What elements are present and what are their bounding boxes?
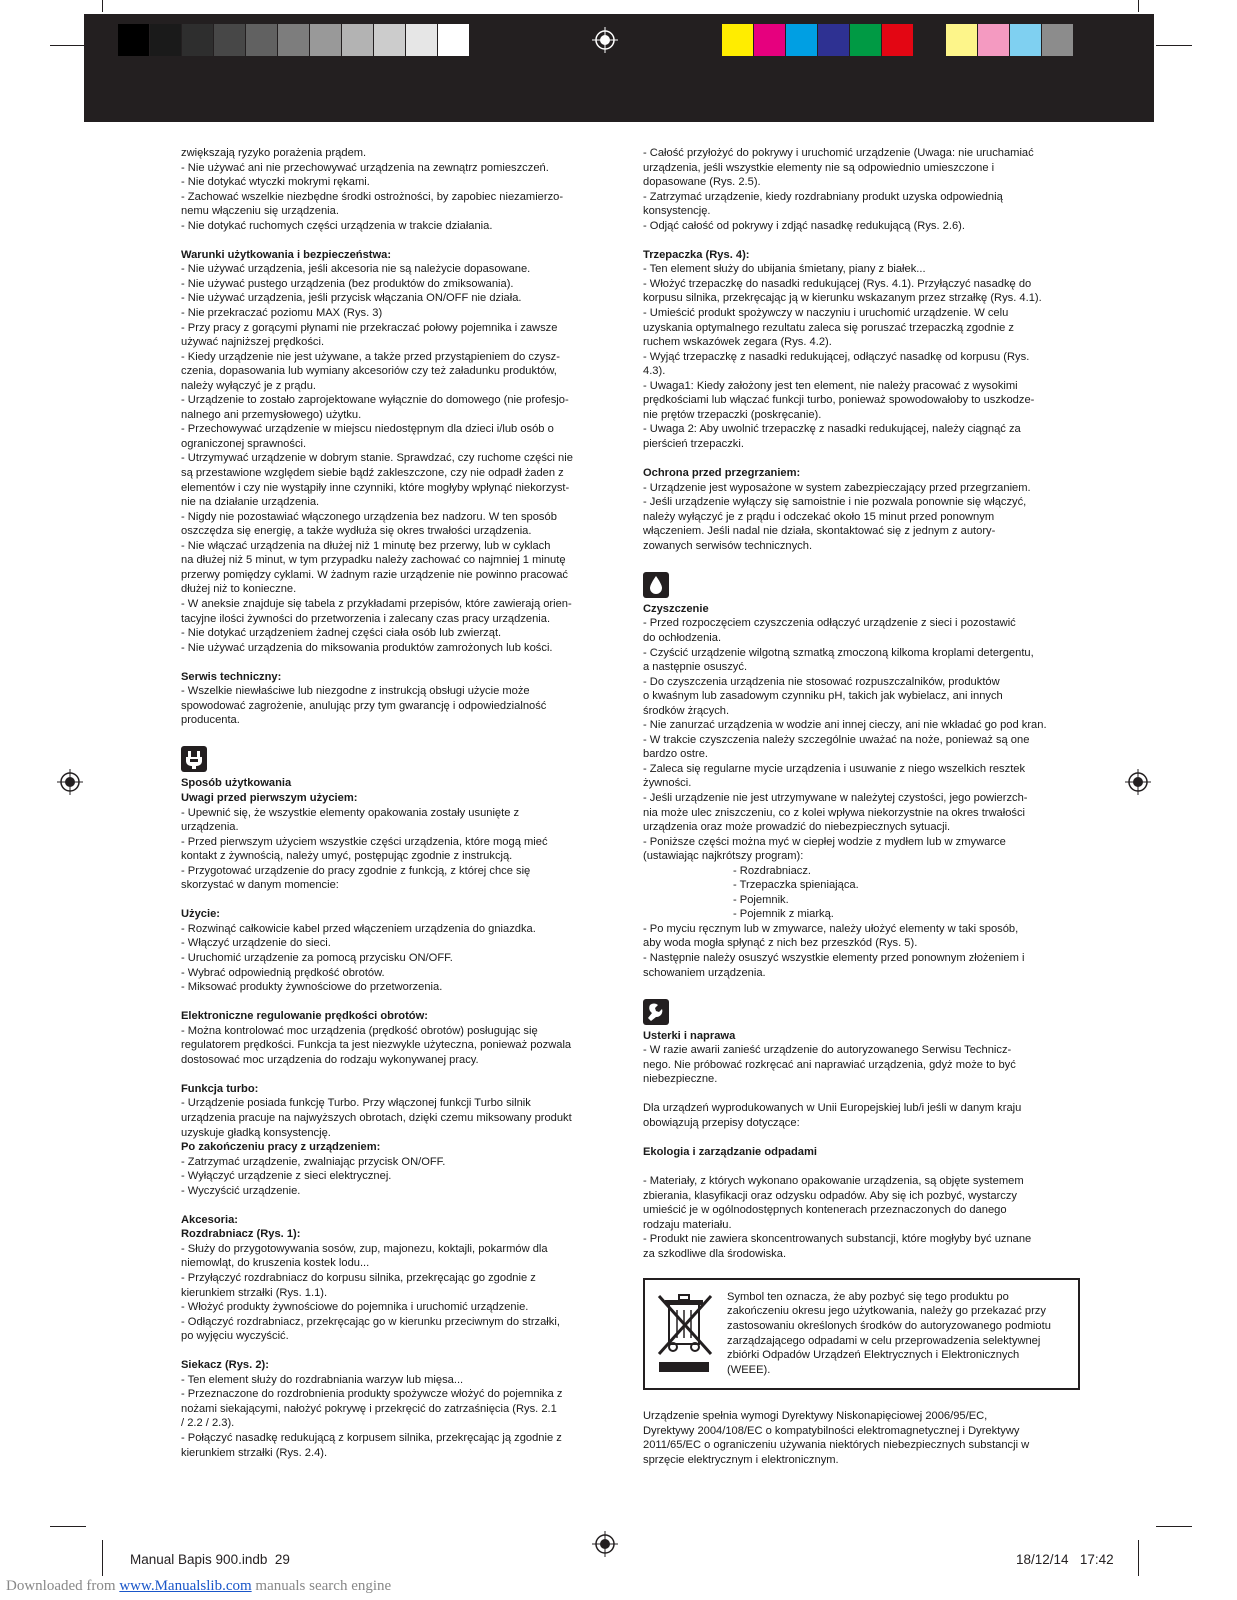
text-line: - Do czyszczenia urządzenia nie stosować rozpuszczalników, produktów <box>643 675 1000 688</box>
text-line: niemowląt, do kruszenia kostek lodu... <box>181 1257 370 1270</box>
left-column <box>181 146 618 1460</box>
text-line: - Odjąć całość od pokrywy i zdjąć nasadkę redukującą (Rys. 2.6). <box>643 219 965 232</box>
text-line: Dla urządzeń wyprodukowanych w Unii Europejskiej lub/i jeśli w danym kraju <box>643 1102 1022 1115</box>
text-line: uzyskania optymalnego rezultatu zaleca się poruszać trzepaczką zgodnie z <box>643 321 1014 334</box>
spacer <box>181 1198 618 1213</box>
text-line: schowaniem urządzenia. <box>643 966 766 979</box>
color-swatch <box>786 24 818 56</box>
text-line: nie na działanie urządzenia. <box>181 496 320 509</box>
text-line: - Pojemnik. <box>733 893 789 906</box>
text-line: - Włożyć trzepaczkę do nasadki redukującej (Rys. 4.1). Przyłączyć nasadkę do <box>643 277 1032 290</box>
crop-mark <box>1138 0 1139 12</box>
text-line: używać najniższej prędkości. <box>181 336 325 349</box>
text-line: - W aneksie znajduje się tabela z przykładami przepisów, które zawierają orien- <box>181 597 572 610</box>
text-line: - Nie dotykać urządzeniem żadnej części ciała osób lub zwierząt. <box>181 627 502 640</box>
text-line: - Miksować produkty żywnościowe do przetworzenia. <box>181 981 443 994</box>
section-heading: Uwagi przed pierwszym użyciem: <box>181 791 358 804</box>
text-line: - Trzepaczka spieniająca. <box>733 879 859 892</box>
text-line: - Wyjąć trzepaczkę z nasadki redukującej, odłączyć nasadkę od korpusu (Rys. <box>643 350 1030 363</box>
section-heading: Użycie: <box>181 908 221 921</box>
crop-mark <box>1156 1526 1192 1527</box>
text-line: - Urządzenie to zostało zaprojektowane wyłącznie do domowego (nie profesjo- <box>181 394 569 407</box>
color-swatch <box>882 24 914 56</box>
text-line: zbierania, klasyfikacji oraz odzysku odpadów. Aby się ich pozbyć, wystarczy <box>643 1189 1017 1202</box>
text-line: - Umieścić produkt spożywczy w naczyniu i uruchomić urządzenie. W celu <box>643 307 1009 320</box>
text-line: urządzenia pracuje na najwyższych obrotach, dzięki czemu miksowany produkt <box>181 1112 572 1124</box>
spacer <box>643 1130 1080 1145</box>
footer-file-info <box>130 1552 290 1567</box>
weee-line: Symbol ten oznacza, że aby pozbyć się tego produktu po <box>727 1290 1009 1303</box>
text-line: korpusu silnika, przekręcając ją w kierunku wskazanym przez strzałkę (Rys. 4.1). <box>643 292 1042 305</box>
text-line: umieścić je w ogólnodostępnych kontenerach przeznaczonych do danego <box>643 1204 1007 1217</box>
text-line: żywności. <box>643 777 692 790</box>
text-line: a następnie osuszyć. <box>643 661 748 674</box>
text-line: - Czyścić urządzenie wilgotną szmatką zmoczoną kilkoma kroplami detergentu, <box>643 646 1034 659</box>
color-swatch <box>722 24 754 56</box>
text-line: - Urządzenie jest wyposażone w system zabezpieczający przed przegrzaniem. <box>643 481 1031 494</box>
footer-time: 17:42 <box>1079 1552 1114 1567</box>
spacer <box>643 980 1080 995</box>
text-line: (ustawiając najkrótszy program): <box>643 850 804 863</box>
text-line: włączeniem. Jeśli nadal nie działa, skontaktować się z jednym z autory- <box>643 525 996 538</box>
text-line: nego. Nie próbować rozkręcać ani naprawiać urządzenia, gdyż może to być <box>643 1058 1016 1071</box>
text-line: na dłużej niż 5 minut, w tym przypadku należy zachować co najmniej 1 minutę <box>181 554 566 567</box>
text-line: - Zaleca się regularne mycie urządzenia i usuwanie z niego wszelkich resztek <box>643 762 1026 775</box>
section-heading: Elektroniczne regulowanie prędkości obrotów: <box>181 1010 428 1023</box>
text-line: po wyjęciu wyczyścić. <box>181 1330 289 1343</box>
text-line: przerwy pomiędzy cyklami. W żadnym razie urządzenie nie powinno pracować <box>181 568 568 581</box>
download-notice <box>6 1578 391 1595</box>
text-line: - Przeznaczone do rozdrobnienia produkty spożywcze włożyć do pojemnika z <box>181 1388 563 1401</box>
text-line: obowiązują przepisy dotyczące: <box>643 1116 800 1129</box>
text-line: - Przed rozpoczęciem czyszczenia odłączyć urządzenie z sieci i pozostawić <box>643 617 1016 630</box>
text-line: - Całość przyłożyć do pokrywy i uruchomić urządzenie (Uwaga: nie uruchamiać <box>643 147 1034 159</box>
color-swatch <box>914 24 946 56</box>
crop-mark <box>1156 45 1192 46</box>
text-line: - Nie używać urządzenia, jeśli przycisk włączania ON/OFF nie działa. <box>181 292 522 305</box>
color-swatch <box>1010 24 1042 56</box>
text-line: - Służy do przygotowywania sosów, zup, majonezu, koktajli, pokarmów dla <box>181 1242 548 1255</box>
section-heading: Sposób użytkowania <box>181 777 292 790</box>
color-swatch <box>818 24 850 56</box>
crop-mark <box>1138 1540 1139 1576</box>
text-line: - Nie dotykać wtyczki mokrymi rękami. <box>181 176 370 189</box>
text-line: - Ten element służy do ubijania śmietany, piany z białek... <box>643 263 926 276</box>
wrench-icon <box>643 999 669 1025</box>
text-line: - Rozwinąć całkowicie kabel przed włączeniem urządzenia do gniazdka. <box>181 922 536 935</box>
weee-line: zastosowaniu określonych środków do autoryzowanego podmiotu <box>727 1320 1051 1333</box>
spacer <box>643 553 1080 568</box>
text-line: ruchem wskazówek zegara (Rys. 4.2). <box>643 336 832 349</box>
text-line: - Nie dotykać ruchomych części urządzenia w trakcie działania. <box>181 219 493 232</box>
text-line: 4.3). <box>643 365 666 378</box>
text-line: nalnego ani przemysłowego) użytku. <box>181 408 362 421</box>
text-line: - Wyłączyć urządzenie z sieci elektrycznej. <box>181 1170 392 1183</box>
spacer <box>181 728 618 743</box>
gray-swatch <box>278 24 310 56</box>
gray-swatch <box>182 24 214 56</box>
spacer <box>181 233 618 248</box>
text-line: - Pojemnik z miarką. <box>733 908 834 921</box>
text-line: - Nie używać urządzenia, jeśli akcesoria nie są należycie dopasowane. <box>181 263 531 276</box>
text-line: niebezpieczne. <box>643 1073 718 1086</box>
text-line: Urządzenie spełnia wymogi Dyrektywy Niskonapięciowej 2006/95/EC, <box>643 1410 988 1423</box>
text-line: regulatorem prędkości. Funkcja ta jest niezwykle użyteczna, ponieważ pozwala <box>181 1039 572 1052</box>
text-line: - Zatrzymać urządzenie, zwalniając przycisk ON/OFF. <box>181 1155 446 1168</box>
text-line: - Nie włączać urządzenia na dłużej niż 1 minutę bez przerwy, lub w cyklach <box>181 539 551 552</box>
weee-text <box>727 1290 1051 1379</box>
text-line: konsystencję. <box>643 205 711 218</box>
text-line: - Kiedy urządzenie nie jest używane, a także przed przystąpieniem do czysz- <box>181 350 560 363</box>
text-line: - Zachować wszelkie niezbędne środki ostrożności, by zapobiec niezamierzo- <box>181 190 564 203</box>
text-line: - Przygotować urządzenie do pracy zgodnie z funkcją, z której chce się <box>181 864 531 877</box>
section-heading: Czyszczenie <box>643 602 709 615</box>
footer-page-number: 29 <box>274 1552 290 1567</box>
text-line: czenia, dopasowania lub wymiany akcesoriów czy też załadunku produktów, <box>181 365 557 378</box>
gray-swatch <box>438 24 470 56</box>
text-line: - Utrzymywać urządzenie w dobrym stanie. Sprawdzać, czy ruchome części nie <box>181 452 573 465</box>
spacer <box>181 655 618 670</box>
text-line: - Jeśli urządzenie nie jest utrzymywane w należytej czystości, jego powierzch- <box>643 791 1028 804</box>
text-line: - Upewnić się, że wszystkie elementy opakowania zostały usunięte z <box>181 806 520 819</box>
section-heading: Funkcja turbo: <box>181 1082 259 1095</box>
text-line: oszczędza się energię, a także wydłuża się okres trwałości urządzenia. <box>181 525 532 538</box>
spacer <box>643 1160 1080 1175</box>
text-line: producenta. <box>181 714 240 727</box>
section-heading: Serwis techniczny: <box>181 670 282 683</box>
spacer <box>181 893 618 908</box>
text-line: - Nigdy nie pozostawiać włączonego urządzenia bez nadzoru. W ten sposób <box>181 510 557 523</box>
text-line: ograniczonej sprawności. <box>181 437 307 450</box>
text-line: - Uwaga1: Kiedy założony jest ten element, nie należy pracować z wysokimi <box>643 379 1018 392</box>
text-line: - Odłączyć rozdrabniacz, przekręcając go w kierunku przeciwnym do strzałki, <box>181 1315 560 1328</box>
registration-mark-icon <box>592 1531 618 1557</box>
spacer <box>643 1261 1080 1276</box>
text-line: spowodować zagrożenie, anulując przy tym gwarancję i odpowiedzialność <box>181 699 547 712</box>
color-swatch <box>978 24 1010 56</box>
text-line: - Poniższe części można myć w ciepłej wodzie z mydłem lub w zmywarce <box>643 835 1006 848</box>
text-line: - Można kontrolować moc urządzenia (prędkość obrotów) posługując się <box>181 1024 538 1037</box>
color-swatch <box>850 24 882 56</box>
text-line: - Ten element służy do rozdrabniania warzyw lub mięsa... <box>181 1373 464 1386</box>
gray-swatch <box>310 24 342 56</box>
text-line: zwiększają ryzyko porażenia prądem. <box>181 147 367 159</box>
right-column <box>643 146 1080 1467</box>
weee-line: (WEEE). <box>727 1363 771 1376</box>
weee-notice-box <box>643 1278 1080 1391</box>
text-line: - Przy pracy z gorącymi płynami nie przekraczać połowy pojemnika i zawsze <box>181 321 558 334</box>
section-heading: Ochrona przed przegrzaniem: <box>643 467 801 480</box>
crop-mark <box>102 1540 103 1576</box>
text-line: pierścień trzepaczki. <box>643 437 744 450</box>
text-line: dłużej niż to konieczne. <box>181 583 297 596</box>
footer-file-name: Manual Bapis 900.indb <box>130 1552 268 1567</box>
text-line: - Wszelkie niewłaściwe lub niezgodne z instrukcją obsługi użycie może <box>181 685 530 698</box>
text-line: o kwaśnym lub zasadowym czynniku pH, takich jak wybielacz, ani innych <box>643 690 1003 703</box>
text-line: aby woda mogła spłynąć z nich bez przeszkód (Rys. 5). <box>643 937 918 950</box>
text-line: urządzenia. <box>181 821 239 834</box>
registration-mark-icon <box>592 27 618 53</box>
text-line: za szkodliwe dla środowiska. <box>643 1247 787 1260</box>
color-swatch <box>1042 24 1074 56</box>
section-heading: Ekologia i zarządzanie odpadami <box>643 1146 817 1158</box>
text-line: - W razie awarii zanieść urządzenie do autoryzowanego Serwisu Technicz- <box>643 1044 1012 1057</box>
registration-mark-icon <box>57 769 83 795</box>
text-line: do ochłodzenia. <box>643 631 722 644</box>
manualslib-link[interactable]: www.Manualslib.com <box>119 1578 252 1594</box>
spacer <box>643 451 1080 466</box>
text-line: kontakt z żywnością, należy umyć, postępując zgodnie z instrukcją. <box>181 850 513 863</box>
text-line: - Włączyć urządzenie do sieci. <box>181 937 331 950</box>
crop-mark <box>50 1526 86 1527</box>
text-line: nia może ulec zniszczeniu, co z kolei wpływa niekorzystnie na okres trwałości <box>643 806 1026 819</box>
text-line: - Urządzenie posiada funkcję Turbo. Przy włączonej funkcji Turbo silnik <box>181 1097 531 1110</box>
section-heading: Warunki użytkowania i bezpieczeństwa: <box>181 248 392 261</box>
text-line: - Połączyć nasadkę redukującą z korpusem silnika, przekręcając ją zgodnie z <box>181 1432 562 1445</box>
text-line: należy wyłączyć je z prądu. <box>181 379 316 392</box>
text-line: - Włożyć produkty żywnościowe do pojemnika i uruchomić urządzenie. <box>181 1301 529 1314</box>
text-line: - Po myciu ręcznym lub w zmywarce, należy ułożyć elementy w taki sposób, <box>643 922 1019 935</box>
download-prefix: Downloaded from <box>6 1578 120 1594</box>
text-line: 2011/65/EC o ograniczeniu używania niektórych niebezpiecznych substancji w <box>643 1439 1030 1452</box>
text-line: dopasowane (Rys. 2.5). <box>643 176 761 189</box>
text-line: nie prętów trzepaczki (poskręcanie). <box>643 408 822 421</box>
footer-date: 18/12/14 <box>1016 1552 1069 1567</box>
text-line: nemu włączeniu się urządzenia. <box>181 205 339 218</box>
text-line: kierunkiem strzałki (Rys. 1.1). <box>181 1286 328 1299</box>
text-line: prędkościami lub włączać funkcji turbo, ponieważ spowodowałoby to uszkodze- <box>643 394 1035 407</box>
gray-swatch <box>406 24 438 56</box>
section-heading: Akcesoria: <box>181 1213 238 1226</box>
spacer <box>643 1394 1080 1409</box>
text-line: rodzaju materiału. <box>643 1218 732 1231</box>
text-line: - Przechowywać urządzenie w miejscu niedostępnym dla dzieci i/lub osób o <box>181 423 554 436</box>
text-line: urządzenia oraz może prowadzić do niebezpiecznych sytuacji. <box>643 821 951 834</box>
text-line: tacyjne ilości żywności do przetworzenia i zalecany czas pracy urządzenia. <box>181 612 551 625</box>
color-swatch <box>946 24 978 56</box>
gray-swatch <box>246 24 278 56</box>
section-heading: Po zakończeniu pracy z urządzeniem: <box>181 1141 381 1154</box>
spacer <box>181 995 618 1010</box>
text-line: - Przed pierwszym użyciem wszystkie części urządzenia, które mogą mieć <box>181 835 548 848</box>
text-line: - Produkt nie zawiera skoncentrowanych substancji, które mogłyby być uznane <box>643 1233 1032 1246</box>
gray-swatch <box>214 24 246 56</box>
color-swatch-strip <box>722 24 1074 56</box>
drop-icon <box>643 572 669 598</box>
text-line: Dyrektywy 2004/108/EC o kompatybilności elektromagnetycznej i Dyrektywy <box>643 1424 1020 1437</box>
gray-swatch <box>342 24 374 56</box>
text-line: - Zatrzymać urządzenie, kiedy rozdrabniany produkt uzyska odpowiednią <box>643 190 1003 203</box>
text-line: należy wyłączyć je z prądu i odczekać około 15 minut przed ponownym <box>643 510 995 523</box>
text-line: - Nie używać ani nie przechowywać urządzenia na zewnątrz pomieszczeń. <box>181 161 549 174</box>
text-line: sprzęcie elektrycznym i elektronicznym. <box>643 1453 839 1466</box>
color-swatch <box>754 24 786 56</box>
spacer <box>643 233 1080 248</box>
gray-swatch-strip <box>118 24 470 56</box>
text-line: - Nie zanurzać urządzenia w wodzie ani innej cieczy, ani nie wkładać go pod kran. <box>643 719 1047 732</box>
text-line: - Jeśli urządzenie wyłączy się samoistnie i nie pozwala ponownie się włączyć, <box>643 496 1027 509</box>
crossed-bin-icon <box>653 1290 717 1379</box>
text-line: - Uruchomić urządzenie za pomocą przycisku ON/OFF. <box>181 951 453 964</box>
spacer <box>643 1087 1080 1102</box>
text-line: nożami siekającymi, nałożyć pokrywę i przekręcić do zatrzaśnięcia (Rys. 2.1 <box>181 1402 557 1415</box>
weee-line: zarządzającego odpadami w celu przeprowadzenia selektywnej <box>727 1334 1041 1347</box>
weee-line: zakończeniu okresu jego użytkowania, należy go przekazać przy <box>727 1305 1046 1318</box>
text-line: - Materiały, z których wykonano opakowanie urządzenia, są objęte systemem <box>643 1175 1024 1188</box>
plug-icon <box>181 746 207 772</box>
text-line: urządzenia, jeśli wszystkie elementy nie są odpowiednio umieszczone i <box>643 161 995 174</box>
text-line: - Nie używać urządzenia do miksowania produktów zamrożonych lub kości. <box>181 641 553 654</box>
spacer <box>181 1344 618 1359</box>
section-heading: Trzepaczka (Rys. 4): <box>643 248 750 261</box>
download-suffix: manuals search engine <box>251 1578 392 1594</box>
text-line: - Rozdrabniacz. <box>733 864 812 877</box>
gray-swatch <box>374 24 406 56</box>
text-line: są przestawione względem siebie bądź zakleszczone, czy nie odpadł żaden z <box>181 467 564 480</box>
crop-mark <box>50 45 86 46</box>
footer-timestamp <box>1016 1552 1114 1567</box>
text-line: skorzystać w danym momencie: <box>181 879 339 892</box>
text-line: - Wybrać odpowiednią prędkość obrotów. <box>181 966 385 979</box>
text-line: - Uwaga 2: Aby uwolnić trzepaczkę z nasadki redukującej, należy ciągnąć za <box>643 423 1021 436</box>
text-line: elementów i czy nie wystąpiły inne czynniki, które mogłyby wpłynąć niekorzyst- <box>181 481 570 494</box>
text-line: - Wyczyścić urządzenie. <box>181 1184 301 1197</box>
text-line: - Przyłączyć rozdrabniacz do korpusu silnika, przekręcając go zgodnie z <box>181 1272 536 1285</box>
text-line: kierunkiem strzałki (Rys. 2.4). <box>181 1446 328 1459</box>
crop-mark <box>102 0 103 12</box>
text-line: środków żrących. <box>643 704 730 717</box>
text-line: - Nie używać pustego urządzenia (bez produktów do zmiksowania). <box>181 277 514 290</box>
text-line: - Następnie należy osuszyć wszystkie elementy przed ponownym złożeniem i <box>643 951 1025 964</box>
gray-swatch <box>118 24 150 56</box>
text-line: - W trakcie czyszczenia należy szczególnie uważać na noże, ponieważ są one <box>643 733 1030 746</box>
text-line: / 2.2 / 2.3). <box>181 1417 235 1430</box>
gray-swatch <box>150 24 182 56</box>
section-heading: Usterki i naprawa <box>643 1029 736 1042</box>
text-line: bardzo ostre. <box>643 748 709 761</box>
text-line: zowanych serwisów technicznych. <box>643 539 813 552</box>
text-line: dostosować moc urządzenia do rodzaju wykonywanej pracy. <box>181 1053 479 1066</box>
text-line: uzyskuje gładką konsystencję. <box>181 1126 331 1139</box>
spacer <box>181 1067 618 1082</box>
text-line: - Nie przekraczać poziomu MAX (Rys. 3) <box>181 307 383 320</box>
weee-line: zbiórki Odpadów Urządzeń Elektrycznych i Elektronicznych <box>727 1349 1020 1362</box>
section-heading: Siekacz (Rys. 2): <box>181 1359 269 1372</box>
registration-mark-icon <box>1125 769 1151 795</box>
section-heading: Rozdrabniacz (Rys. 1): <box>181 1228 301 1241</box>
